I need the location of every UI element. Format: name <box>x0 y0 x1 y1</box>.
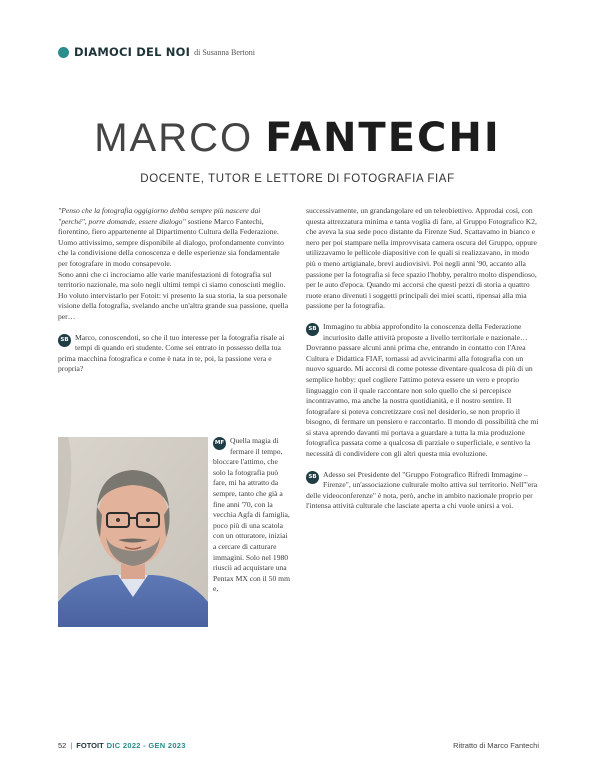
question-text: Immagino tu abbia approfondito la conoscenza della Federazione incuriosito dalle attività proposte a livello territoriale e nazionale… <box>323 321 528 342</box>
interviewee-badge: MF <box>213 437 226 450</box>
interviewer-badge: SB <box>306 323 319 336</box>
paragraph: Sono anni che ci incrociamo alle varie manifestazioni di fotografia sul territorio nazionale, ma solo negli ultimi tempi ci siamo conosciuti meglio. Ho voluto intervistarlo per Fotoit: vi presento la sua storia, la sua personale visione della fotografia, svelando anche un'altra grande sua passione, quella per… <box>58 269 289 321</box>
question-block <box>306 322 540 343</box>
title-last-name: FANTECHI <box>265 115 501 161</box>
intro-quote: "Penso che la fotografia oggigiorno debba sempre più nascere dai "perché", porre domande, essere dialogo" <box>58 206 261 226</box>
title-first-name: MARCO <box>94 116 254 160</box>
rubric-dot-icon <box>58 47 69 58</box>
question-block <box>58 333 290 375</box>
byline: di Susanna Bertoni <box>194 47 255 57</box>
question-text: Marco, conoscendoti, so che il tuo interesse per la fotografia risale ai tempi di quando eri studente. Come sei entrato in possesso della tua prima macchina fotografica e come è nata in te, poi, la passione vera e propria? <box>58 332 285 374</box>
answer-block-narrow <box>213 436 291 595</box>
footer-separator: | <box>70 741 73 750</box>
rubric-title: DIAMOCI DEL NOI <box>74 45 191 59</box>
column-left <box>58 206 290 375</box>
page-subtitle: DOCENTE, TUTOR E LETTORE DI FOTOGRAFIA FIAF <box>140 173 455 185</box>
photo-caption: Ritratto di Marco Fantechi <box>453 741 539 750</box>
page-number: 52 <box>58 741 67 750</box>
page-title <box>0 115 595 161</box>
interviewer-badge: SB <box>58 334 71 347</box>
column-right <box>306 206 540 512</box>
issue-date: DIC 2022 - GEN 2023 <box>106 741 186 750</box>
paragraph: Dovranno passare alcuni anni prima che, entrando in contatto con l'Area Cultura e Didattica FIAF, tornassi ad avvicinarmi alla fotografia con un nuovo sguardo. Mi accorsi di come potesse diventare qualcosa di più di un semplice hobby: quel cogliere l'attimo poteva essere un vero e proprio linguaggio con il quale raccontare non solo quello che si percepisce incontravamo, ma anche la nostra quotidianità, e il nostro sentire. Il fotografare si poteva concretizzare così nel desiderio, se non proprio il bisogno, di fermare un pensiero e raccontarlo. Il mondo di possibilità che mi si stava aprendo davanti mi portava a guardare a tutta la mia produzione fotografica passata come a qualcosa di parziale o superficiale, e sentivo la necessità di condividere con gli altri questa mia evoluzione. <box>306 343 539 459</box>
intro-paragraph <box>58 206 290 270</box>
paragraph: successivamente, un grandangolare ed un teleobiettivo. Approdai così, con questa attrezzatura minima e tanta voglia di fare, al Gruppo Fotografico K2, che aveva la sua sede poco distante da Firenze Sud. Scattavamo in bianco e nero per poi stampare nella improvvisata camera oscura del Gruppo, oppure utilizzavamo le pellicole diapositive con le quali si realizzavano, in modo più o meno artigianale, brevi audiovisivi. Poi negli anni '90, accanto alla passione per la fotografia si fece spazio l'hobby, peraltro molto dispendioso, per le auto d'epoca. Quando mi accorsi che questi pezzi di storia a quattro ruote erano divenuti i soggetti principali dei miei scatti, ripensai alla mia passione per la fotografia. <box>306 206 537 311</box>
interviewer-badge: SB <box>306 471 319 484</box>
portrait-photo <box>58 437 208 627</box>
answer-text: Quella magia di fermare il tempo, bloccare l'attimo, che solo la fotografia può fare, mi ha attratto da sempre, tanto che già a fine anni '70, con la vecchia Agfa di famiglia, poco più di una scatola con un otturatore, iniziai a cercare di catturare immagini. Solo nel 1980 riuscii ad acquistare una Pentax MX con il 50 mm e, <box>213 436 290 594</box>
magazine-name: FOTOIT <box>76 741 104 750</box>
question-text: Adesso sei Presidente del "Gruppo Fotografico Rifredi Immagine – Firenze", un'associazione culturale molto attiva sul territorio. Nell'"era delle videoconferenze" è nota, però, anche in ambito nazionale proprio per l'intensa attività culturale che lasciate aperta a chi vuole unirsi a voi. <box>306 469 538 511</box>
intro-text: sostiene Marco Fantechi, fiorentino, fiero appartenente al Dipartimento Cultura della Federazione. Uomo attivissimo, sempre disponibile al dialogo, profondamente convinto che la condivisione della conoscenza e delle esperienze sia fondamentale per fotografare in modo consapevole. <box>58 216 284 268</box>
rubric-header <box>58 45 255 59</box>
question-block <box>306 470 540 512</box>
portrait-image <box>58 437 208 627</box>
footer-folio <box>58 741 186 750</box>
